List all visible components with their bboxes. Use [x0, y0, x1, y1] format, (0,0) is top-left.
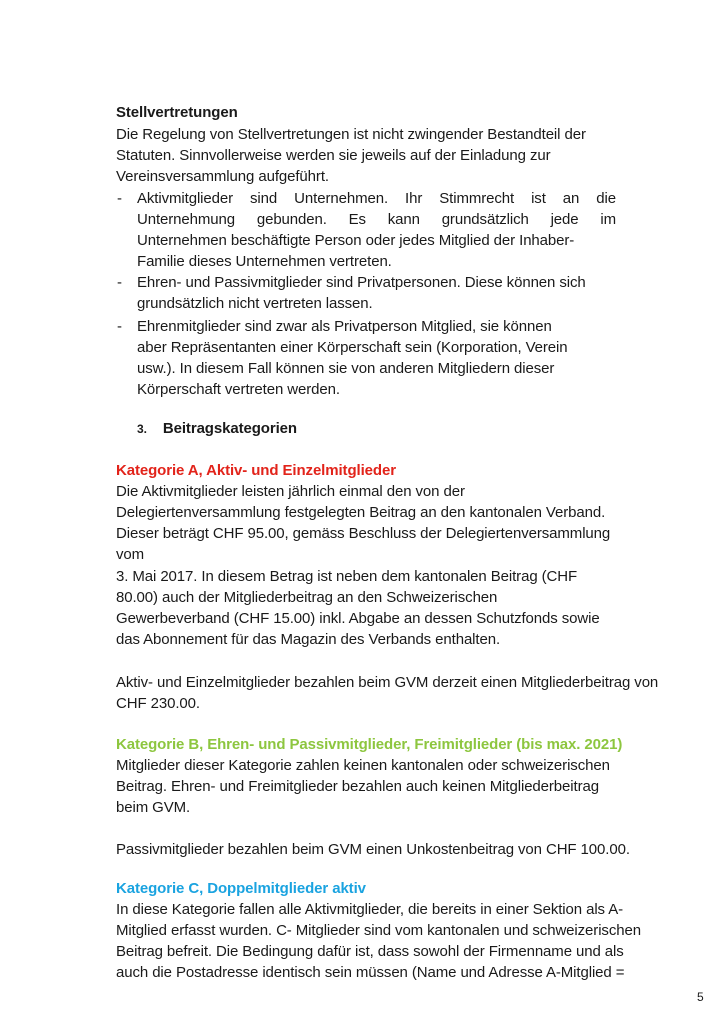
- word: an: [562, 190, 580, 207]
- justified-line: [137, 210, 616, 230]
- section-title: Beitragskategorien: [162, 420, 297, 437]
- word: gebunden.: [256, 211, 327, 228]
- paragraph-line: Mitglieder dieser Kategorie zahlen keinen kantonalen oder schweizerischen: [116, 757, 610, 774]
- paragraph-line: In diese Kategorie fallen alle Aktivmitglieder, die bereits in einer Sektion als A-: [116, 901, 623, 918]
- paragraph-line: das Abonnement für das Magazin des Verbands enthalten.: [116, 631, 501, 648]
- word: grundsätzlich: [441, 211, 529, 228]
- paragraph-line: CHF 230.00.: [116, 695, 200, 712]
- paragraph-line: Körperschaft vertreten werden.: [137, 381, 340, 398]
- word: Stimmrecht: [439, 190, 515, 207]
- paragraph-line: 3. Mai 2017. In diesem Betrag ist neben dem kantonalen Beitrag (CHF: [116, 568, 578, 585]
- paragraph-line: Beitrag befreit. Die Bedingung dafür ist, dass sowohl der Firmenname und als: [116, 943, 624, 960]
- paragraph-line: vom: [116, 546, 145, 563]
- word: Unternehmen.: [294, 190, 389, 207]
- paragraph-line: grundsätzlich nicht vertreten lassen.: [137, 295, 373, 312]
- paragraph-line: Mitglied erfasst wurden. C- Mitglieder sind vom kantonalen und schweizerischen: [116, 922, 641, 939]
- paragraph-line: Die Regelung von Stellvertretungen ist nicht zwingender Bestandteil der: [116, 126, 586, 143]
- paragraph-line: Familie dieses Unternehmen vertreten.: [137, 253, 392, 270]
- paragraph-line: aber Repräsentanten einer Körperschaft sein (Korporation, Verein: [137, 339, 568, 356]
- paragraph-line: usw.). In diesem Fall können sie von anderen Mitgliedern dieser: [137, 360, 555, 377]
- paragraph-line: Aktiv- und Einzelmitglieder bezahlen beim GVM derzeit einen Mitgliederbeitrag von: [116, 674, 659, 691]
- paragraph-line: Beitrag. Ehren- und Freimitglieder bezahlen auch keinen Mitgliederbeitrag: [116, 778, 599, 795]
- bullet-marker: -: [117, 190, 122, 207]
- word: Unternehmung: [137, 211, 236, 228]
- paragraph-line: Vereinsversammlung aufgeführt.: [116, 168, 329, 185]
- word: die: [596, 190, 616, 207]
- section-heading-stellvertretungen: Stellvertretungen: [116, 104, 238, 121]
- section-heading-beitragskategorien: [137, 419, 297, 439]
- bullet-marker: -: [117, 318, 122, 335]
- paragraph-line: Statuten. Sinnvollerweise werden sie jeweils auf der Einladung zur: [116, 147, 551, 164]
- kategorie-a-heading: Kategorie A, Aktiv- und Einzelmitglieder: [116, 462, 396, 479]
- paragraph-line: Delegiertenversammlung festgelegten Beitrag an den kantonalen Verband.: [116, 504, 606, 521]
- word: Ihr: [405, 190, 423, 207]
- kategorie-b-heading: Kategorie B, Ehren- und Passivmitglieder, Freimitglieder (bis max. 2021): [116, 736, 623, 753]
- word: jede: [550, 211, 579, 228]
- paragraph-line: Passivmitglieder bezahlen beim GVM einen Unkostenbeitrag von CHF 100.00.: [116, 841, 630, 858]
- word: Aktivmitglieder: [137, 190, 234, 207]
- paragraph-line: beim GVM.: [116, 799, 191, 816]
- page-number: 5: [697, 990, 704, 1004]
- word: ist: [531, 190, 546, 207]
- paragraph-line: auch die Postadresse identisch sein müssen (Name und Adresse A-Mitglied =: [116, 964, 625, 981]
- paragraph-line: Gewerbeverband (CHF 15.00) inkl. Abgabe an dessen Schutzfonds sowie: [116, 610, 600, 627]
- paragraph-line: 80.00) auch der Mitgliederbeitrag an den Schweizerischen: [116, 589, 498, 606]
- paragraph-line: Dieser beträgt CHF 95.00, gemäss Beschluss der Delegiertenversammlung: [116, 525, 611, 542]
- word: kann: [387, 211, 420, 228]
- word: sind: [250, 190, 278, 207]
- paragraph-line: Ehren- und Passivmitglieder sind Privatpersonen. Diese können sich: [137, 274, 586, 291]
- paragraph-line: Die Aktivmitglieder leisten jährlich einmal den von der: [116, 483, 465, 500]
- section-number: 3.: [137, 422, 147, 436]
- word: im: [600, 211, 616, 228]
- bullet-marker: -: [117, 274, 122, 291]
- kategorie-c-heading: Kategorie C, Doppelmitglieder aktiv: [116, 880, 366, 897]
- paragraph-line: Ehrenmitglieder sind zwar als Privatperson Mitglied, sie können: [137, 318, 552, 335]
- paragraph-line: Unternehmen beschäftigte Person oder jedes Mitglied der Inhaber-: [137, 232, 575, 249]
- justified-line: [137, 189, 616, 209]
- word: Es: [348, 211, 366, 228]
